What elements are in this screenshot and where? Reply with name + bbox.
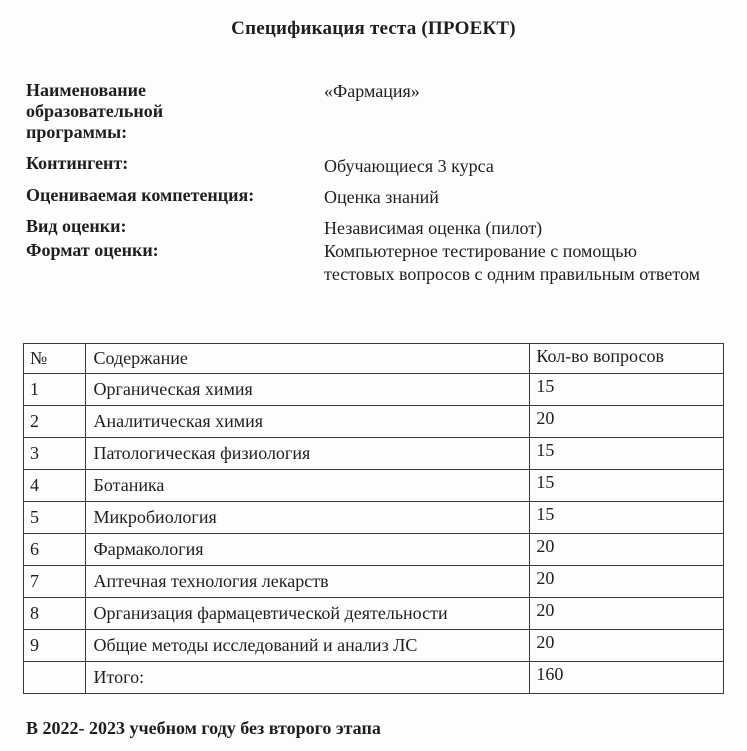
- row-question-count: 15: [530, 374, 724, 406]
- table-total-row: [24, 662, 724, 694]
- row-number: 9: [24, 630, 86, 662]
- footer-note: В 2022- 2023 учебном году без второго этапа: [26, 718, 381, 738]
- row-question-count: 20: [530, 406, 724, 438]
- row-question-count: 20: [530, 598, 724, 630]
- row-question-count: 20: [530, 566, 724, 598]
- meta-label-assessment-format: Формат оценки:: [26, 240, 159, 260]
- row-subject: Аналитическая химия: [85, 406, 530, 438]
- row-number: 6: [24, 534, 86, 566]
- table-row: [24, 374, 724, 406]
- meta-value-program: «Фармация»: [324, 81, 420, 101]
- column-header-question-count: Кол-во вопросов: [530, 344, 724, 374]
- row-number: 7: [24, 566, 86, 598]
- row-number: 8: [24, 598, 86, 630]
- table-row: [24, 598, 724, 630]
- row-subject: Ботаника: [85, 470, 530, 502]
- meta-label-assessment-type: Вид оценки:: [26, 216, 127, 236]
- row-subject: Патологическая физиология: [85, 438, 530, 470]
- row-subject: Общие методы исследований и анализ ЛС: [85, 630, 530, 662]
- row-number: 2: [24, 406, 86, 438]
- meta-value-contingent: Обучающиеся 3 курса: [324, 156, 494, 176]
- row-subject: Органическая химия: [85, 374, 530, 406]
- table-row: [24, 630, 724, 662]
- total-question-count: 160: [530, 662, 724, 694]
- table-row: [24, 406, 724, 438]
- row-number: 1: [24, 374, 86, 406]
- total-label: Итого:: [85, 662, 530, 694]
- table-row: [24, 566, 724, 598]
- table-header-row: [24, 344, 724, 374]
- table-row: [24, 534, 724, 566]
- row-subject: Микробиология: [85, 502, 530, 534]
- meta-value-assessment-format: Компьютерное тестирование с помощью тестовых вопросов с одним правильным ответом: [324, 241, 700, 284]
- row-number: 4: [24, 470, 86, 502]
- table-row: [24, 470, 724, 502]
- column-header-content: Содержание: [85, 344, 530, 374]
- meta-label-competence: Оцениваемая компетенция:: [26, 185, 255, 205]
- total-number: [24, 662, 86, 694]
- row-question-count: 20: [530, 630, 724, 662]
- table-row: [24, 438, 724, 470]
- meta-label-contingent: Контингент:: [26, 153, 129, 173]
- column-header-number: №: [24, 344, 86, 374]
- table-row: [24, 502, 724, 534]
- row-question-count: 15: [530, 438, 724, 470]
- question-distribution-table: [23, 343, 724, 694]
- meta-label-program: Наименование образовательной программы:: [26, 80, 164, 142]
- row-number: 3: [24, 438, 86, 470]
- meta-value-assessment-type: Независимая оценка (пилот): [324, 218, 543, 238]
- row-question-count: 15: [530, 502, 724, 534]
- row-subject: Аптечная технология лекарств: [85, 566, 530, 598]
- row-question-count: 15: [530, 470, 724, 502]
- row-number: 5: [24, 502, 86, 534]
- document-title: Спецификация теста (ПРОЕКТ): [231, 18, 516, 39]
- row-subject: Организация фармацевтической деятельности: [85, 598, 530, 630]
- row-subject: Фармакология: [85, 534, 530, 566]
- row-question-count: 20: [530, 534, 724, 566]
- meta-value-competence: Оценка знаний: [324, 187, 439, 207]
